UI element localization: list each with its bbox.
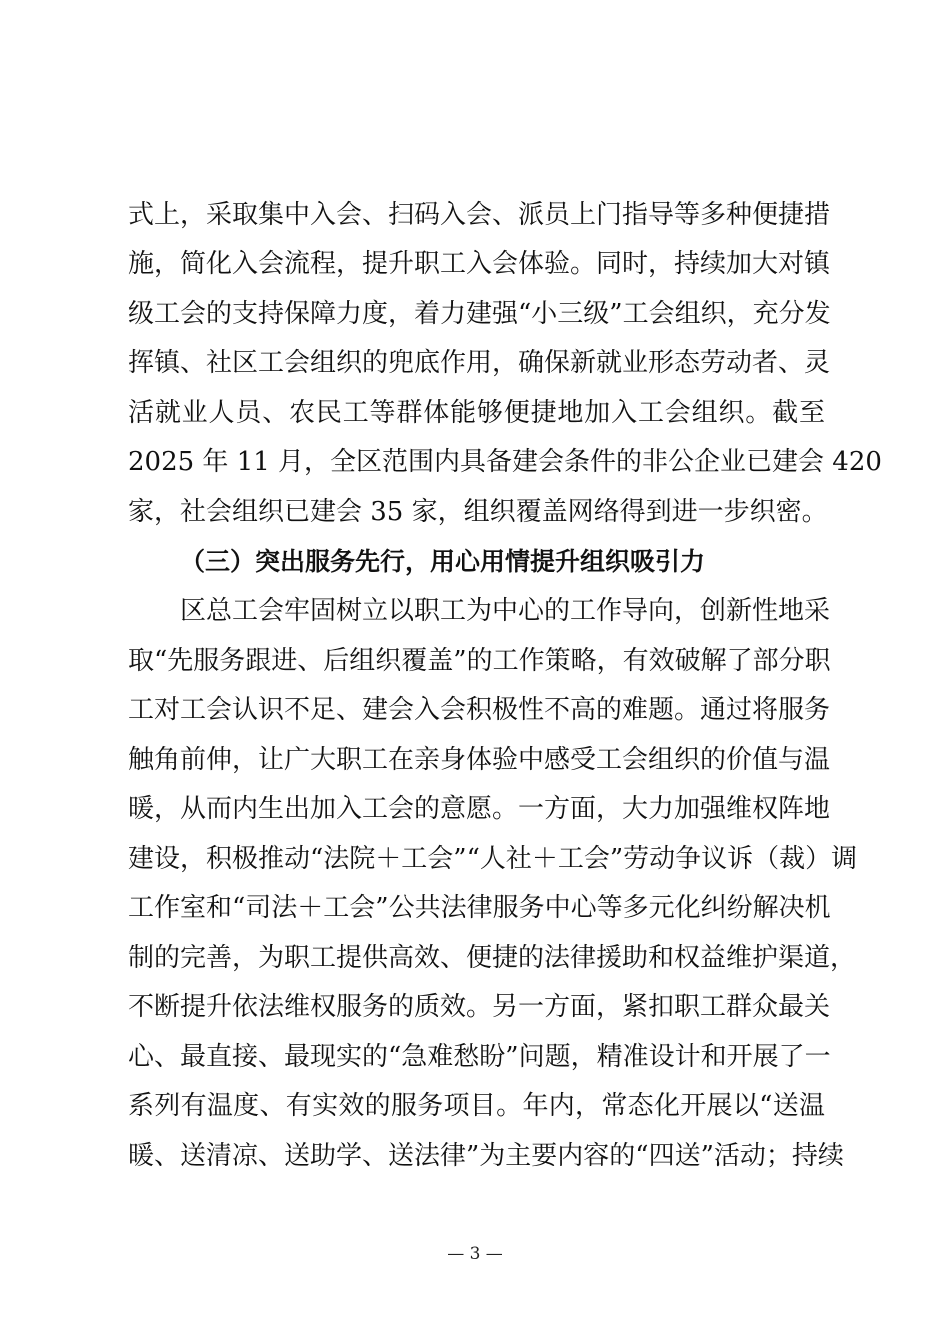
paragraph-line: 工作室和“司法＋工会”公共法律服务中心等多元化纠纷解决机 (128, 893, 831, 923)
paragraph-line: 活就业人员、农民工等群体能够便捷地加入工会组织。截至 (128, 398, 825, 428)
paragraph-line: 系列有温度、有实效的服务项目。年内，常态化开展以“送温 (128, 1091, 825, 1121)
paragraph-line: 制的完善，为职工提供高效、便捷的法律援助和权益维护渠道， (128, 943, 857, 973)
paragraph-line: 建设，积极推动“法院＋工会”“人社＋工会”劳动争议诉（裁）调 (128, 844, 858, 874)
paragraph-line: 暖，从而内生出加入工会的意愿。一方面，大力加强维权阵地 (128, 794, 831, 824)
paragraph-line: 施，简化入会流程，提升职工入会体验。同时，持续加大对镇 (128, 249, 831, 279)
paragraph-line: 触角前伸，让广大职工在亲身体验中感受工会组织的价值与温 (128, 745, 831, 775)
page-number: — 3 — (447, 1244, 503, 1264)
paragraph-line: 级工会的支持保障力度，着力建强“小三级”工会组织，充分发 (128, 299, 831, 329)
paragraph-line: 取“先服务跟进、后组织覆盖”的工作策略，有效破解了部分职 (128, 646, 831, 676)
section-heading: （三）突出服务先行，用心用情提升组织吸引力 (180, 547, 706, 576)
paragraph-line: 工对工会认识不足、建会入会积极性不高的难题。通过将服务 (128, 695, 831, 725)
paragraph-line: 暖、送清凉、送助学、送法律”为主要内容的“四送”活动；持续 (128, 1141, 844, 1171)
paragraph-line: 2025 年 11 月，全区范围内具备建会条件的非公企业已建会 420 (128, 447, 882, 477)
paragraph-line: 挥镇、社区工会组织的兜底作用，确保新就业形态劳动者、灵 (128, 348, 831, 378)
paragraph-line: 式上，采取集中入会、扫码入会、派员上门指导等多种便捷措 (128, 200, 831, 230)
paragraph-line: 区总工会牢固树立以职工为中心的工作导向，创新性地采 (180, 596, 831, 626)
paragraph-line: 心、最直接、最现实的“急难愁盼”问题，精准设计和开展了一 (128, 1042, 831, 1072)
paragraph-line: 不断提升依法维权服务的质效。另一方面，紧扣职工群众最关 (128, 992, 831, 1022)
paragraph-line: 家，社会组织已建会 35 家，组织覆盖网络得到进一步织密。 (128, 497, 828, 527)
